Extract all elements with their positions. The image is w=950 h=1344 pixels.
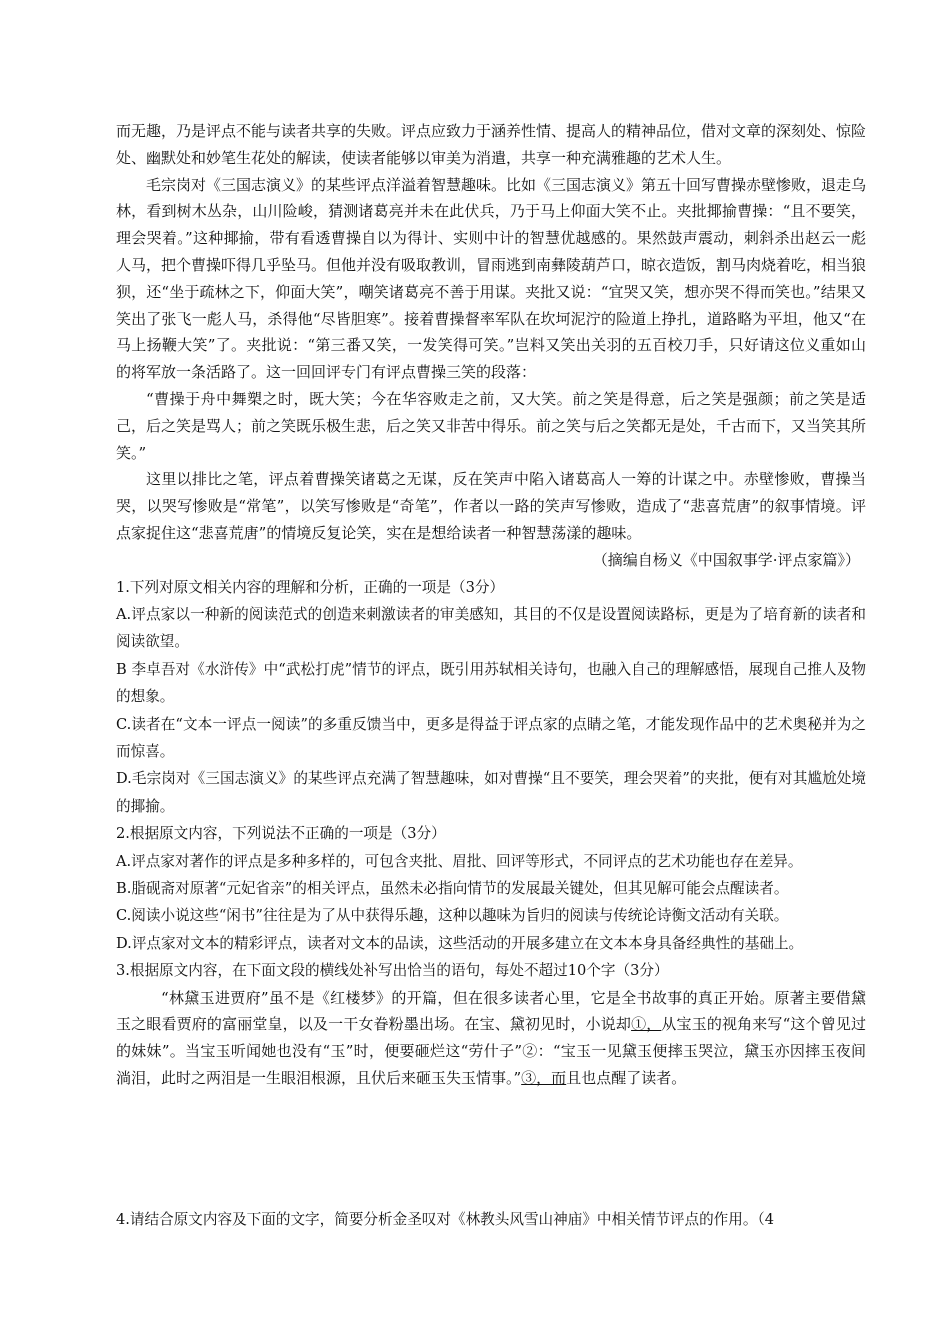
passage-paragraph-1: 而无趣，乃是评点不能与读者共享的失败。评点应致力于涵养性情、提高人的精神品位，借对文章的深刻处、惊险处、幽默处和妙笔生花处的解读，使读者能够以审美为消遣，共享一种充满雅趣的艺术人生。 bbox=[116, 122, 867, 167]
question-2-stem: 2.根据原文内容，下列说法不正确的一项是（3分） bbox=[116, 825, 446, 843]
question-1-stem: 1.下列对原文相关内容的理解和分析，正确的一项是（3分） bbox=[116, 578, 505, 596]
question-3-stem: 3.根据原文内容，在下面文段的横线处补写出恰当的语句，每处不超过10个字（3分） bbox=[116, 962, 669, 980]
question-3-paragraph bbox=[116, 985, 866, 1092]
passage-paragraph-2: 毛宗岗对《三国志演义》的某些评点洋溢着智慧趣味。比如《三国志演义》第五十回写曹操赤壁惨败，退走乌林，看到树木丛杂，山川险峻，猜测诸葛亮并未在此伏兵，乃于马上仰面大笑不止。夹批揶揄曹操：“且不要笑，理会哭着。”这种揶揄，带有看透曹操自以为得计、实则中计的智慧优越感的。果然鼓声震动，刺斜杀出赵云一彪人马，把个曹操吓得几乎坠马。但他并没有吸取教训，冒雨逃到南彝陵葫芦口，晾衣造饭，割马肉烧着吃，相当狼狈，还“坐于疏林之下，仰面大笑”，嘲笑诸葛亮不善于用谋。夹批又说：“宜哭又笑，想亦哭不得而笑也。”结果又笑出了张飞一彪人马，杀得他“尽皆胆寒”。接着曹操督率军队在坎坷泥泞的险道上挣扎，道路略为平坦，他又“在马上扬鞭大笑”了。夹批说：“第三番又笑，一发笑得可笑。”岂料又笑出关羽的五百校刀手，只好请这位义重如山的将军放一条活路了。这一回回评专门有评点曹操三笑的段落： bbox=[116, 175, 867, 382]
question-3-text-b: 从宝玉的视角来写“这个曾见过的妹妹”。当宝玉听闻她也没有“玉”时，便要砸烂这“劳什子”②：“宝玉一见黛玉便摔玉哭泣，黛玉亦因摔玉夜间淌泪，此时之两泪是一生眼泪根源，且伏后来砸玉失玉情事。” bbox=[116, 1015, 866, 1088]
question-1-option-b: B 李卓吾对《水浒传》中“武松打虎”情节的评点，既引用苏轼相关诗句，也融入自己的理解感悟，展现自己推人及物的想象。 bbox=[116, 660, 866, 706]
question-2-option-b: B.脂砚斋对原著“元妃省亲”的相关评点，虽然未必指向情节的发展最关键处，但其见解可能会点醒读者。 bbox=[116, 880, 789, 898]
question-3-blank-3: ③，而 bbox=[521, 1069, 567, 1088]
question-1-option-a: A.评点家以一种新的阅读范式的创造来刺激读者的审美感知，其目的不仅是设置阅读路标，更是为了培育新的读者和阅读欲望。 bbox=[116, 605, 866, 651]
passage-source: （摘编自杨义《中国叙事学·评点家篇》） bbox=[592, 550, 860, 569]
passage-paragraph-4: 这里以排比之笔，评点着曹操笑诸葛之无谋，反在笑声中陷入诸葛高人一筹的计谋之中。赤壁惨败，曹操当哭，以哭写惨败是“常笔”，以笑写惨败是“奇笔”，作者以一路的笑声写惨败，造成了“悲喜荒唐”的叙事情境。评点家捉住这“悲喜荒唐”的情境反复论笑，实在是想给读者一种智慧荡漾的趣味。 bbox=[116, 470, 866, 542]
question-3-text-c: 且也点醒了读者。 bbox=[566, 1069, 687, 1088]
question-1-option-c: C.读者在“文本一评点一阅读”的多重反馈当中，更多是得益于评点家的点睛之笔，才能发现作品中的艺术奥秘并为之而惊喜。 bbox=[116, 715, 866, 760]
question-4-stem: 4.请结合原文内容及下面的文字，简要分析金圣叹对《林教头风雪山神庙》中相关情节评点的作用。（4 bbox=[116, 1211, 775, 1228]
question-1-option-d: D.毛宗岗对《三国志演义》的某些评点充满了智慧趣味，如对曹操“且不要笑，理会哭着”的夹批，便有对其尴尬处境的揶揄。 bbox=[116, 770, 866, 815]
reading-content bbox=[116, 118, 866, 1092]
question-3-blank-1: ①， bbox=[631, 1015, 662, 1034]
question-2-option-d: D.评点家对文本的精彩评点，读者对文本的品读，这些活动的开展多建立在文本本身具备经典性的基础上。 bbox=[116, 934, 804, 952]
question-3-text-a: “林黛玉进贾府”虽不是《红楼梦》的开篇，但在很多读者心里，它是全书故事的真正开始。原著主要借黛玉之眼看贾府的富丽堂皇，以及一干女眷粉墨出场。在宝、黛初见时，小说却 bbox=[116, 988, 866, 1034]
question-2-option-a: A.评点家对著作的评点是多种多样的，可包含夹批、眉批、回评等形式，不同评点的艺术功能也存在差异。 bbox=[116, 852, 803, 870]
passage-quote: “曹操于舟中舞槊之时，既大笑；今在华容败走之前，又大笑。前之笑是得意，后之笑是强颜；前之笑是适己，后之笑是骂人；前之笑既乐极生悲，后之笑又非苦中得乐。前之笑与后之笑都无是处，千古而下，又当笑其所笑。” bbox=[116, 389, 867, 462]
question-2-option-c: C.阅读小说这些“闲书”往往是为了从中获得乐趣，这种以趣味为旨归的阅读与传统论诗衡文活动有关联。 bbox=[116, 907, 789, 925]
